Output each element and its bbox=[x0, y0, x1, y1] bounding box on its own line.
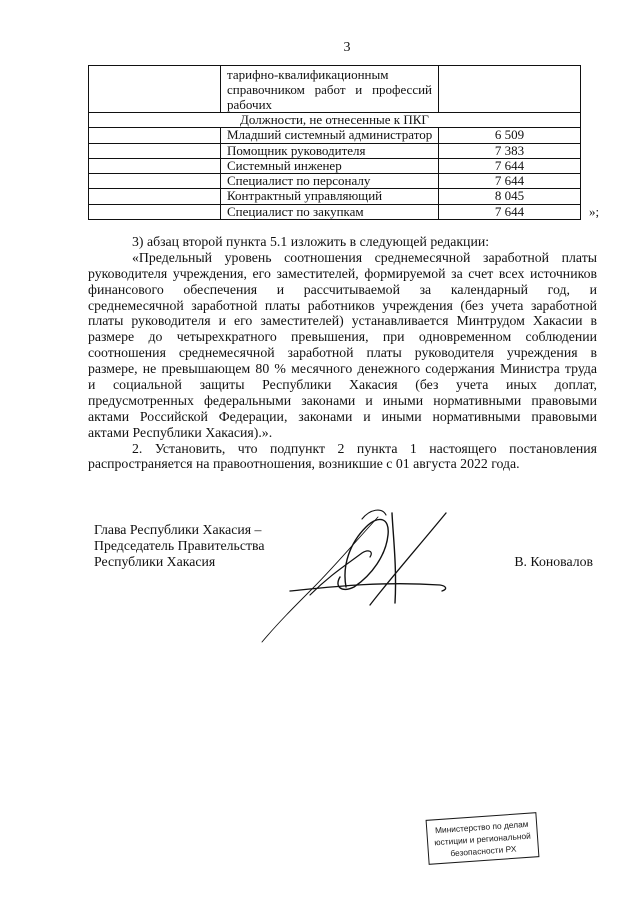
table-cell-number bbox=[89, 204, 221, 219]
handwritten-signature bbox=[250, 495, 460, 655]
quote-line: финансового обеспечения и рассчитываемой за календарный год, и bbox=[88, 281, 597, 297]
position-line: справочником работ и профессий bbox=[227, 82, 432, 97]
table-cell-number bbox=[89, 174, 221, 189]
quote-line: размере до четырехкратного превышения, при одновременном соблюдении bbox=[88, 329, 597, 345]
position-line: тарифно-квалификационным bbox=[227, 67, 389, 82]
group-header: Должности, не отнесенные к ПКГ bbox=[89, 113, 581, 128]
page-number: 3 bbox=[343, 40, 351, 55]
quote-line: размере, не превышающем 80 % месячного денежного содержания Министра труда bbox=[88, 361, 597, 377]
position-line: рабочих bbox=[227, 97, 273, 112]
table-row-continuation bbox=[89, 66, 581, 113]
quote-line: «Предельный уровень соотношения среднемесячной заработной платы bbox=[132, 249, 597, 265]
signature-stroke bbox=[392, 513, 396, 603]
quote-line: и социальной защиты Республики Хакасия (без учета иных доплат, bbox=[88, 377, 597, 393]
quote-line: платы руководителя и его заместителей) устанавливается Минтрудом Хакасии в bbox=[88, 313, 597, 329]
quote-line: предусмотренных федеральными законами и иными нормативными правовыми bbox=[88, 392, 597, 408]
table-row bbox=[89, 128, 581, 143]
salary-cell: 7 644 bbox=[439, 158, 581, 173]
salary-table bbox=[88, 65, 581, 220]
position-cell: Специалист по персоналу bbox=[221, 174, 439, 189]
quote-line: актами Республики Хакасия).». bbox=[88, 424, 273, 440]
stamp-line: Министерство по делам bbox=[434, 818, 529, 836]
table-group-header-row bbox=[89, 113, 581, 128]
salary-cell bbox=[439, 66, 581, 113]
stamp-line: безопасности РХ bbox=[450, 843, 517, 859]
quote-line: актами Российской Федерации, законами и иными нормативными правовыми bbox=[88, 408, 597, 424]
signature-stroke bbox=[338, 519, 388, 589]
position-cell: Специалист по закупкам bbox=[221, 204, 439, 219]
table-closing-mark: »; bbox=[589, 204, 600, 219]
salary-cell: 8 045 bbox=[439, 189, 581, 204]
signature-stroke bbox=[362, 510, 386, 519]
position-cell: Помощник руководителя bbox=[221, 143, 439, 158]
quote-line: руководителя учреждения, его заместителей, формируемой за счет всех источников bbox=[88, 265, 597, 281]
salary-cell: 7 383 bbox=[439, 143, 581, 158]
table-cell-number bbox=[89, 128, 221, 143]
signatory-title-line: Глава Республики Хакасия – bbox=[94, 522, 262, 537]
table-row bbox=[89, 143, 581, 158]
signature-stroke bbox=[370, 513, 446, 605]
signatory-title-line: Республики Хакасия bbox=[94, 554, 216, 569]
salary-cell: 7 644 bbox=[439, 174, 581, 189]
signatory-title bbox=[94, 522, 264, 570]
table-cell-number bbox=[89, 66, 221, 113]
table-row bbox=[89, 189, 581, 204]
position-cell bbox=[221, 66, 439, 113]
position-cell: Младший системный администратор bbox=[221, 128, 439, 143]
salary-cell: 6 509 bbox=[439, 128, 581, 143]
table-cell-number bbox=[89, 189, 221, 204]
item2-line: 2. Установить, что подпункт 2 пункта 1 настоящего постановления bbox=[132, 440, 597, 456]
document-body bbox=[88, 234, 597, 472]
quote-line: среднемесячной заработной платы работников учреждения (без учета заработной bbox=[88, 297, 597, 313]
table-cell-number bbox=[89, 158, 221, 173]
position-cell: Системный инженер bbox=[221, 158, 439, 173]
table-cell-number bbox=[89, 143, 221, 158]
registration-stamp bbox=[426, 812, 540, 865]
quote-line: соотношения среднемесячной заработной платы руководителя учреждения в bbox=[88, 345, 597, 361]
stamp-line: юстиции и региональной bbox=[433, 830, 532, 848]
item2-line: распространяется на правоотношения, возникшие с 01 августа 2022 года. bbox=[88, 456, 520, 472]
signatory-title-line: Председатель Правительства bbox=[94, 538, 265, 553]
salary-cell: 7 644 bbox=[439, 204, 581, 219]
table-row bbox=[89, 158, 581, 173]
table-row bbox=[89, 204, 581, 219]
position-cell: Контрактный управляющий bbox=[221, 189, 439, 204]
signatory-name: В. Коновалов bbox=[514, 554, 593, 569]
table-row bbox=[89, 174, 581, 189]
signature-stroke bbox=[262, 517, 378, 642]
item3-intro: 3) абзац второй пункта 5.1 изложить в следующей редакции: bbox=[132, 234, 490, 249]
